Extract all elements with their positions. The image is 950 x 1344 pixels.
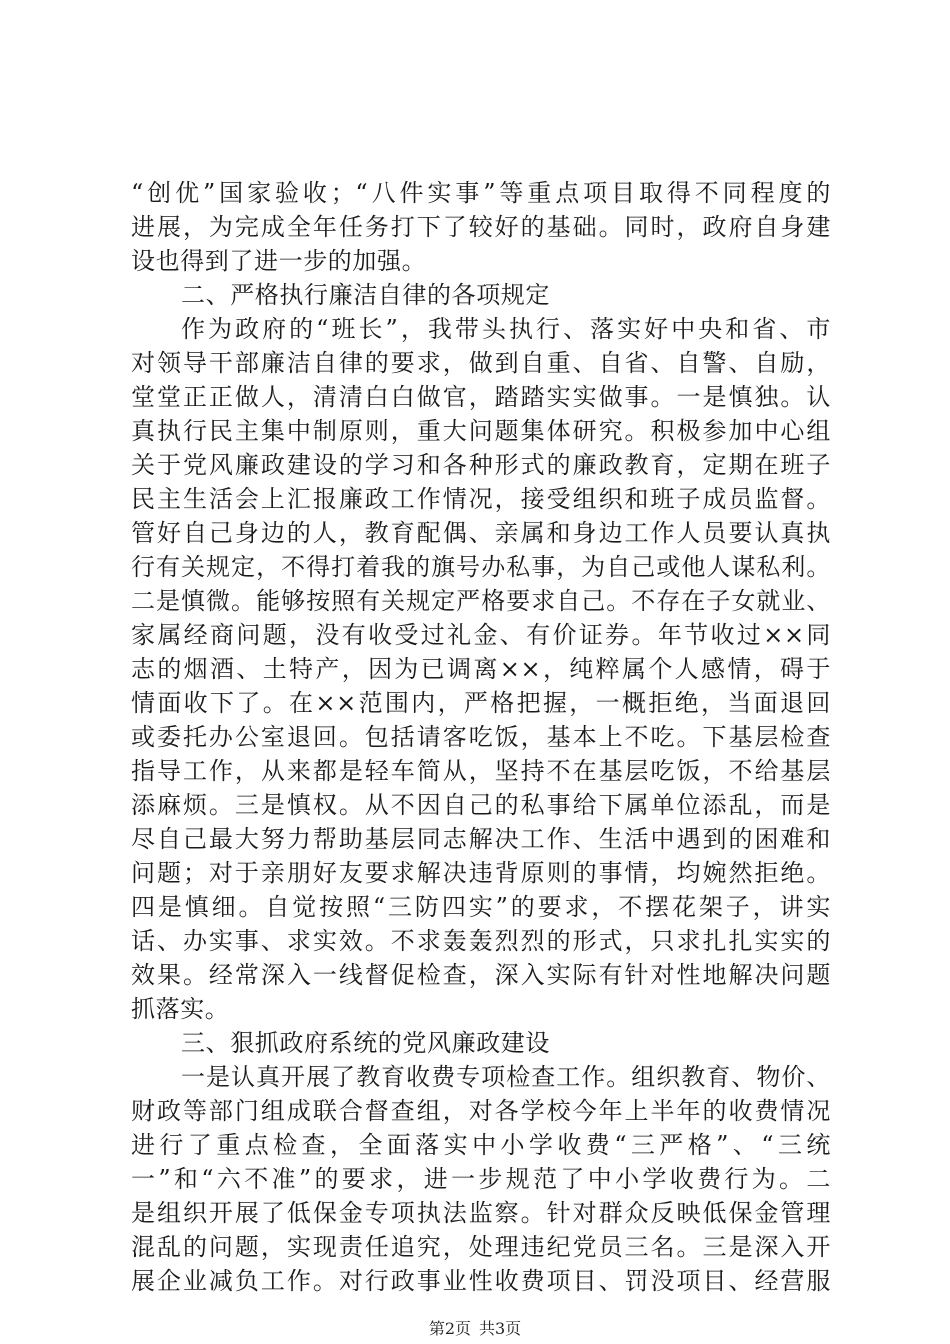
section-heading: 三、狠抓政府系统的党风廉政建设	[181, 1029, 550, 1057]
paragraph-line: 一”和“六不准”的要求，进一步规范了中小学收费行为。二	[131, 1165, 831, 1193]
paragraph-line: 展企业减负工作。对行政事业性收费项目、罚没项目、经营服	[131, 1267, 831, 1295]
paragraph-line: 财政等部门组成联合督查组，对各学校今年上半年的收费情况	[131, 1097, 831, 1125]
page-total: 共3页	[479, 1319, 522, 1338]
paragraph-line: 管好自己身边的人，教育配偶、亲属和身边工作人员要认真执	[131, 519, 831, 547]
paragraph-line: 抓落实。	[131, 995, 230, 1023]
paragraph-line: 混乱的问题，实现责任追究，处理违纪党员三名。三是深入开	[131, 1233, 831, 1261]
paragraph-line: 问题；对于亲朋好友要求解决违背原则的事情，均婉然拒绝。	[131, 859, 831, 887]
paragraph-line: 家属经商问题，没有收受过礼金、有价证券。年节收过××同	[131, 621, 831, 649]
page-footer	[0, 1318, 950, 1340]
paragraph-line: 效果。经常深入一线督促检查，深入实际有针对性地解决问题	[131, 961, 831, 989]
paragraph-line: 二是慎微。能够按照有关规定严格要求自己。不存在子女就业、	[131, 587, 831, 615]
paragraph-line: 四是慎细。自觉按照“三防四实”的要求，不摆花架子，讲实	[131, 893, 831, 921]
paragraph-line: 或委托办公室退回。包括请客吃饭，基本上不吃。下基层检查	[131, 723, 831, 751]
paragraph-line: 情面收下了。在××范围内，严格把握，一概拒绝，当面退回	[131, 689, 831, 717]
paragraph-line: 设也得到了进一步的加强。	[131, 247, 427, 275]
paragraph-line: 行有关规定，不得打着我的旗号办私事，为自己或他人谋私利。	[131, 553, 831, 581]
paragraph-line: 真执行民主集中制原则，重大问题集体研究。积极参加中心组	[131, 417, 831, 445]
paragraph-line: 指导工作，从来都是轻车简从，坚持不在基层吃饭，不给基层	[131, 757, 831, 785]
paragraph-line: 尽自己最大努力帮助基层同志解决工作、生活中遇到的困难和	[131, 825, 831, 853]
paragraph-line: 一是认真开展了教育收费专项检查工作。组织教育、物价、	[181, 1063, 831, 1091]
paragraph-line: 民主生活会上汇报廉政工作情况，接受组织和班子成员监督。	[131, 485, 831, 513]
paragraph-line: 作为政府的“班长”，我带头执行、落实好中央和省、市	[181, 315, 831, 343]
paragraph-line: 进展，为完成全年任务打下了较好的基础。同时，政府自身建	[131, 213, 831, 241]
paragraph-line: 对领导干部廉洁自律的要求，做到自重、自省、自警、自励，	[131, 349, 831, 377]
paragraph-line: 话、办实事、求实效。不求轰轰烈烈的形式，只求扎扎实实的	[131, 927, 831, 955]
paragraph-line: 添麻烦。三是慎权。从不因自己的私事给下属单位添乱，而是	[131, 791, 831, 819]
page-number: 第2页	[428, 1319, 471, 1338]
paragraph-line: 是组织开展了低保金专项执法监察。针对群众反映低保金管理	[131, 1199, 831, 1227]
paragraph-line: 进行了重点检查，全面落实中小学收费“三严格”、“三统	[131, 1131, 831, 1159]
paragraph-line: “创优”国家验收；“八件实事”等重点项目取得不同程度的	[131, 179, 831, 207]
paragraph-line: 关于党风廉政建设的学习和各种形式的廉政教育，定期在班子	[131, 451, 831, 479]
paragraph-line: 堂堂正正做人，清清白白做官，踏踏实实做事。一是慎独。认	[131, 383, 831, 411]
section-heading: 二、严格执行廉洁自律的各项规定	[181, 281, 550, 309]
paragraph-line: 志的烟酒、土特产，因为已调离××，纯粹属个人感情，碍于	[131, 655, 831, 683]
